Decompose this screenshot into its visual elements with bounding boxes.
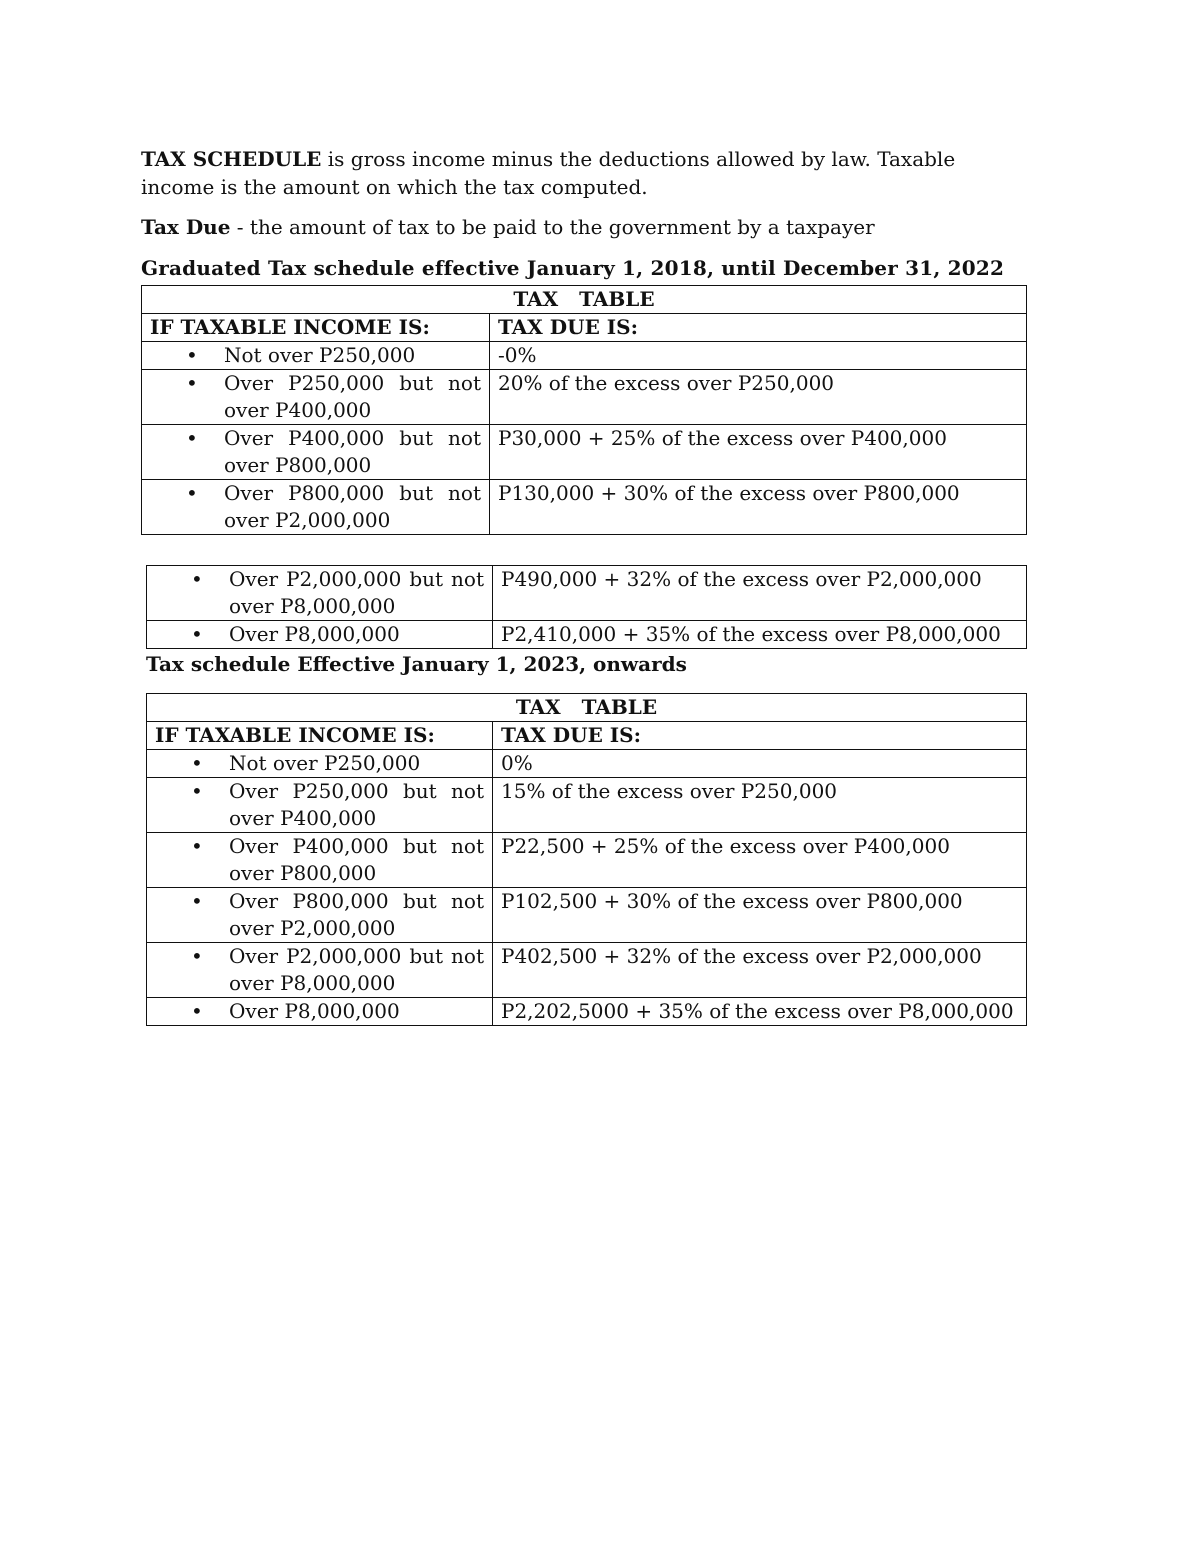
income-cell bbox=[147, 778, 493, 833]
income-cell bbox=[142, 370, 490, 425]
table-row bbox=[147, 750, 1027, 778]
tax-due-definition bbox=[141, 213, 1031, 241]
tax-table-2018-2022 bbox=[141, 285, 1027, 535]
tax-due-cell: -0% bbox=[490, 342, 1027, 370]
2023-schedule-heading: Tax schedule Effective January 1, 2023, onwards bbox=[146, 652, 687, 676]
tax-due-cell: P130,000 + 30% of the excess over P800,000 bbox=[490, 480, 1027, 535]
bullet-icon: • bbox=[191, 834, 203, 858]
income-range: Over P400,000 but not over P800,000 bbox=[229, 834, 484, 885]
income-range: Not over P250,000 bbox=[224, 343, 416, 367]
income-cell bbox=[147, 750, 493, 778]
income-cell bbox=[147, 888, 493, 943]
bullet-icon: • bbox=[191, 779, 203, 803]
table-row bbox=[147, 833, 1027, 888]
document-page bbox=[141, 145, 1031, 1026]
table-row bbox=[142, 370, 1027, 425]
bullet-icon: • bbox=[186, 481, 198, 505]
tax-due-cell: P2,410,000 + 35% of the excess over P8,000,000 bbox=[493, 621, 1027, 649]
income-range: Over P800,000 but not over P2,000,000 bbox=[229, 889, 484, 940]
bullet-icon: • bbox=[191, 622, 203, 646]
tax-due-cell: P30,000 + 25% of the excess over P400,000 bbox=[490, 425, 1027, 480]
income-range: Over P2,000,000 but not over P8,000,000 bbox=[229, 567, 484, 618]
table-row bbox=[142, 342, 1027, 370]
income-range: Over P400,000 but not over P800,000 bbox=[224, 426, 481, 477]
income-cell bbox=[147, 833, 493, 888]
table-row bbox=[142, 480, 1027, 535]
tax-due-cell: P402,500 + 32% of the excess over P2,000,000 bbox=[493, 943, 1027, 998]
table-row bbox=[147, 621, 1027, 649]
income-cell bbox=[147, 943, 493, 998]
tax-due-cell: 15% of the excess over P250,000 bbox=[493, 778, 1027, 833]
tax-due-cell: 0% bbox=[493, 750, 1027, 778]
table-title: TAX TABLE bbox=[147, 694, 1027, 722]
tax-schedule-definition-text: is gross income minus the deductions allowed by law. Taxable income is the amount on which the tax computed. bbox=[141, 147, 956, 199]
graduated-schedule-heading: Graduated Tax schedule effective January 1, 2018, until December 31, 2022 bbox=[141, 256, 1005, 280]
income-range: Not over P250,000 bbox=[229, 751, 421, 775]
income-range: Over P2,000,000 but not over P8,000,000 bbox=[229, 944, 484, 995]
tax-table-2023-onwards bbox=[146, 693, 1027, 1026]
bullet-icon: • bbox=[191, 889, 203, 913]
table-row bbox=[142, 425, 1027, 480]
table-title-row bbox=[147, 694, 1027, 722]
tax-due-cell: 20% of the excess over P250,000 bbox=[490, 370, 1027, 425]
income-cell bbox=[142, 342, 490, 370]
table-row bbox=[147, 778, 1027, 833]
tax-due-column-header: TAX DUE IS: bbox=[493, 722, 1027, 750]
income-cell bbox=[147, 998, 493, 1026]
table-row bbox=[147, 998, 1027, 1026]
income-range: Over P8,000,000 bbox=[229, 622, 400, 646]
income-cell bbox=[142, 425, 490, 480]
table-row bbox=[147, 943, 1027, 998]
tax-schedule-term: TAX SCHEDULE bbox=[141, 147, 322, 171]
income-range: Over P250,000 but not over P400,000 bbox=[229, 779, 484, 830]
income-range: Over P8,000,000 bbox=[229, 999, 400, 1023]
table-title: TAX TABLE bbox=[142, 286, 1027, 314]
tax-due-cell: P102,500 + 30% of the excess over P800,000 bbox=[493, 888, 1027, 943]
bullet-icon: • bbox=[186, 371, 198, 395]
tax-due-definition-text: - the amount of tax to be paid to the government by a taxpayer bbox=[230, 215, 875, 239]
tax-due-term: Tax Due bbox=[141, 215, 231, 239]
bullet-icon: • bbox=[191, 751, 203, 775]
tax-due-cell: P22,500 + 25% of the excess over P400,000 bbox=[493, 833, 1027, 888]
table-row bbox=[147, 888, 1027, 943]
table-header-row bbox=[142, 314, 1027, 342]
income-cell bbox=[147, 621, 493, 649]
bullet-icon: • bbox=[191, 567, 203, 591]
income-range: Over P250,000 but not over P400,000 bbox=[224, 371, 481, 422]
bullet-icon: • bbox=[186, 343, 198, 367]
table-title-row bbox=[142, 286, 1027, 314]
income-cell bbox=[142, 480, 490, 535]
bullet-icon: • bbox=[191, 999, 203, 1023]
table-row bbox=[147, 566, 1027, 621]
income-cell bbox=[147, 566, 493, 621]
income-range: Over P800,000 but not over P2,000,000 bbox=[224, 481, 481, 532]
income-column-header: IF TAXABLE INCOME IS: bbox=[147, 722, 493, 750]
income-column-header: IF TAXABLE INCOME IS: bbox=[142, 314, 490, 342]
tax-table-2018-2022-continued bbox=[146, 565, 1027, 649]
tax-due-cell: P490,000 + 32% of the excess over P2,000,000 bbox=[493, 566, 1027, 621]
tax-due-cell: P2,202,5000 + 35% of the excess over P8,000,000 bbox=[493, 998, 1027, 1026]
tax-schedule-definition bbox=[141, 145, 1031, 201]
bullet-icon: • bbox=[186, 426, 198, 450]
tax-due-column-header: TAX DUE IS: bbox=[490, 314, 1027, 342]
bullet-icon: • bbox=[191, 944, 203, 968]
table-header-row bbox=[147, 722, 1027, 750]
